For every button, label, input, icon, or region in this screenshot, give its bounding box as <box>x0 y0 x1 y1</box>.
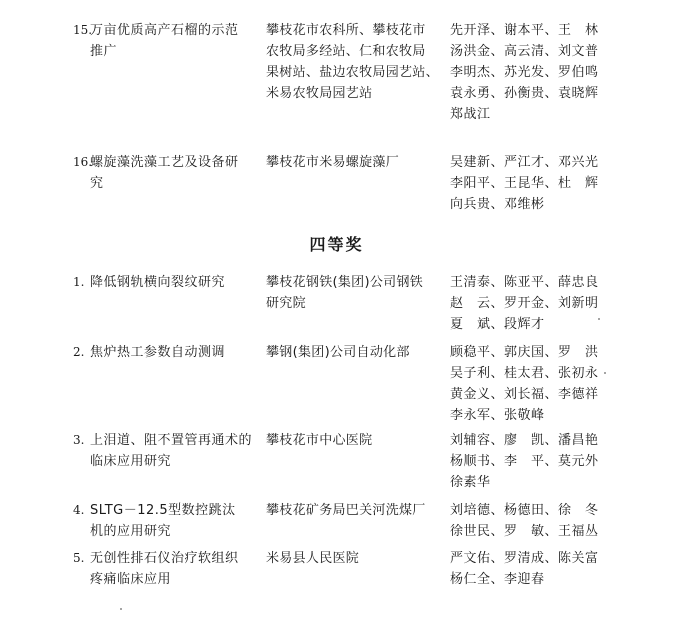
project-title-line: 万亩优质高产石榴的示范 <box>90 23 239 38</box>
people-line: 吴子利、桂太君、张初永 <box>450 366 599 381</box>
unit-line: 攀枝花市米易螺旋藻厂 <box>266 155 400 170</box>
entry-number: 2. <box>73 345 85 359</box>
people-line: 刘辅容、廖 凯、潘昌艳 <box>450 433 599 448</box>
project-title <box>90 342 254 363</box>
people-line: 杨仁全、李迎春 <box>450 572 545 587</box>
unit-line: 农牧局多经站、仁和农牧局 <box>266 44 426 59</box>
project-title-line: 螺旋藻洗藻工艺及设备研 <box>90 155 239 170</box>
unit-line: 攀枝花钢铁(集团)公司钢铁 <box>266 275 424 290</box>
project-title-line: 焦炉热工参数自动测调 <box>90 345 226 360</box>
completing-unit <box>266 20 439 104</box>
entry-number: 4. <box>73 503 85 517</box>
completing-unit <box>266 500 436 521</box>
people-line: 夏 斌、段辉才 <box>450 317 545 332</box>
completing-unit <box>266 272 436 314</box>
people-line: 黄金义、刘长福、李德祥 <box>450 387 599 402</box>
people-list <box>450 152 600 215</box>
people-list <box>450 272 600 335</box>
project-title-line: SLTG－12.5型数控跳汰 <box>90 503 236 518</box>
people-line: 汤洪金、高云清、刘文普 <box>450 44 599 59</box>
people-line: 徐世民、罗 敏、王福丛 <box>450 524 599 539</box>
people-list <box>450 500 600 542</box>
section-heading: 四等奖 <box>309 235 364 254</box>
project-title <box>90 430 254 472</box>
people-line: 向兵贵、邓维彬 <box>450 197 545 212</box>
project-title <box>90 500 254 542</box>
unit-line: 研究院 <box>266 296 306 311</box>
project-title-line: 究 <box>90 176 104 191</box>
unit-line: 米易县人民医院 <box>266 551 360 566</box>
people-line: 李阳平、王昆华、杜 辉 <box>450 176 599 191</box>
people-line: 吴建新、严江才、邓兴光 <box>450 155 599 170</box>
project-title-line: 疼痛临床应用 <box>90 572 172 587</box>
entry-number: 15. <box>73 23 93 37</box>
scan-speck <box>120 608 122 610</box>
unit-line: 攀枝花市农科所、攀枝花市 <box>266 23 426 38</box>
project-title-line: 无创性排石仪治疗软组织 <box>90 551 239 566</box>
project-title-line: 推广 <box>90 44 118 59</box>
unit-line: 果树站、盐边农牧局园艺站、 <box>266 65 439 80</box>
people-line: 杨顺书、李 平、莫元外 <box>450 454 599 469</box>
completing-unit <box>266 548 436 569</box>
entry-number: 1. <box>73 275 85 289</box>
project-title-line: 临床应用研究 <box>90 454 172 469</box>
completing-unit <box>266 342 436 363</box>
people-line: 王清泰、陈亚平、薛忠良 <box>450 275 599 290</box>
people-line: 袁永勇、孙衡贵、袁晓辉 <box>450 86 599 101</box>
people-line: 赵 云、罗开金、刘新明 <box>450 296 599 311</box>
people-line: 严文佑、罗清成、陈关富 <box>450 551 599 566</box>
project-title <box>90 152 254 194</box>
people-line: 先开泽、谢本平、王 林 <box>450 23 599 38</box>
people-list <box>450 548 600 590</box>
unit-line: 米易农牧局园艺站 <box>266 86 373 101</box>
scan-speck <box>598 318 600 320</box>
unit-line: 攀枝花矿务局巴关河洗煤厂 <box>266 503 426 518</box>
completing-unit <box>266 430 436 451</box>
entry-number: 5. <box>73 551 85 565</box>
project-title-line: 降低钢轨横向裂纹研究 <box>90 275 226 290</box>
entry-number: 3. <box>73 433 85 447</box>
people-line: 李明杰、苏光发、罗伯鸣 <box>450 65 599 80</box>
project-title <box>90 20 254 62</box>
people-list <box>450 342 600 426</box>
people-line: 顾稳平、郭庆国、罗 洪 <box>450 345 599 360</box>
unit-line: 攀枝花市中心医院 <box>266 433 373 448</box>
project-title <box>90 548 254 590</box>
people-line: 徐素华 <box>450 475 491 490</box>
entry-number: 16. <box>73 155 93 169</box>
unit-line: 攀钢(集团)公司自动化部 <box>266 345 410 360</box>
completing-unit <box>266 152 436 173</box>
project-title-line: 机的应用研究 <box>90 524 172 539</box>
scan-speck <box>604 372 606 374</box>
people-line: 李永军、张敬峰 <box>450 408 545 423</box>
people-list <box>450 430 600 493</box>
people-line: 刘培德、杨德田、徐 冬 <box>450 503 599 518</box>
people-list <box>450 20 600 125</box>
project-title-line: 上泪道、阻不置管再通术的 <box>90 433 253 448</box>
people-line: 郑战江 <box>450 107 491 122</box>
project-title <box>90 272 254 293</box>
